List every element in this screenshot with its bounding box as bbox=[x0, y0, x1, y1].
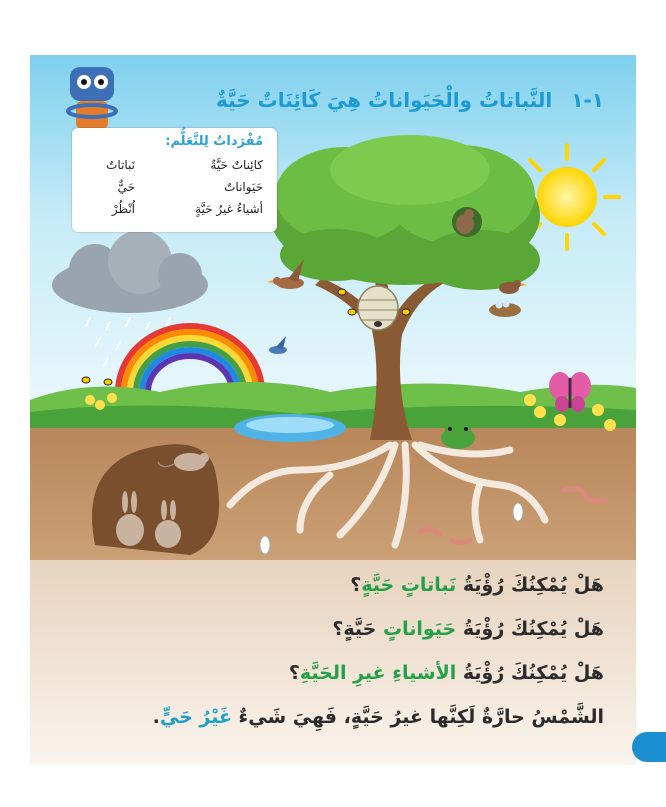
vocab-item: حَيٌّ bbox=[117, 180, 135, 194]
vocab-heading: مُفْرَداتٌ لِلتَّعَلُّم: bbox=[165, 134, 263, 149]
vocab-item: كائِناتٌ حَيَّةٌ bbox=[210, 158, 263, 172]
question-prefix: هَلْ يُمْكِنُكَ رُؤْيَةُ bbox=[456, 574, 604, 596]
question-line bbox=[44, 662, 604, 706]
squirrel bbox=[452, 207, 482, 237]
page-corner-tab bbox=[632, 732, 666, 762]
vocab-item: أشياءُ غيرُ حَيَّةٍ bbox=[195, 202, 263, 216]
question-highlight: الأشياءِ غيرِ الحَيَّةِ bbox=[299, 662, 457, 684]
question-prefix: هَلْ يُمْكِنُكَ رُؤْيَةُ bbox=[456, 618, 604, 640]
statement-line bbox=[44, 706, 604, 750]
question-line bbox=[44, 618, 604, 662]
statement-suffix: . bbox=[152, 706, 160, 728]
question-line bbox=[44, 574, 604, 618]
section-number: ١-١ bbox=[571, 88, 604, 112]
section-title bbox=[216, 88, 604, 112]
question-prefix: هَلْ يُمْكِنُكَ رُؤْيَةُ bbox=[456, 662, 604, 684]
vocab-item: نَباتاتٌ bbox=[106, 158, 135, 172]
statement-prefix: الشَّمْسُ حارَّةٌ لَكِنَّها غيرُ حَيَّةٍ، فَهِيَ شَيءٌ bbox=[231, 706, 604, 728]
question-highlight: حَيَواناتٍ bbox=[382, 618, 457, 640]
questions-list bbox=[44, 574, 604, 750]
statement-highlight: غَيْرُ حَيٍّ bbox=[159, 706, 232, 728]
question-suffix: حَيَّةٍ؟ bbox=[332, 618, 383, 640]
question-highlight: نَباتاتٍ حَيَّةٍ bbox=[361, 574, 457, 596]
section-title-text: النَّباتاتُ والْحَيَواناتُ هِيَ كَائِنَاتٌ حَيَّةٌ bbox=[215, 88, 553, 112]
vocab-card bbox=[72, 128, 277, 232]
vocab-item: اُنْظُرْ bbox=[111, 202, 135, 216]
beehive bbox=[358, 286, 398, 330]
butterfly bbox=[549, 372, 591, 412]
vocab-item: حَيَواناتٌ bbox=[224, 180, 263, 194]
question-suffix: ؟ bbox=[288, 662, 300, 684]
question-suffix: ؟ bbox=[350, 574, 362, 596]
frog bbox=[441, 424, 475, 449]
